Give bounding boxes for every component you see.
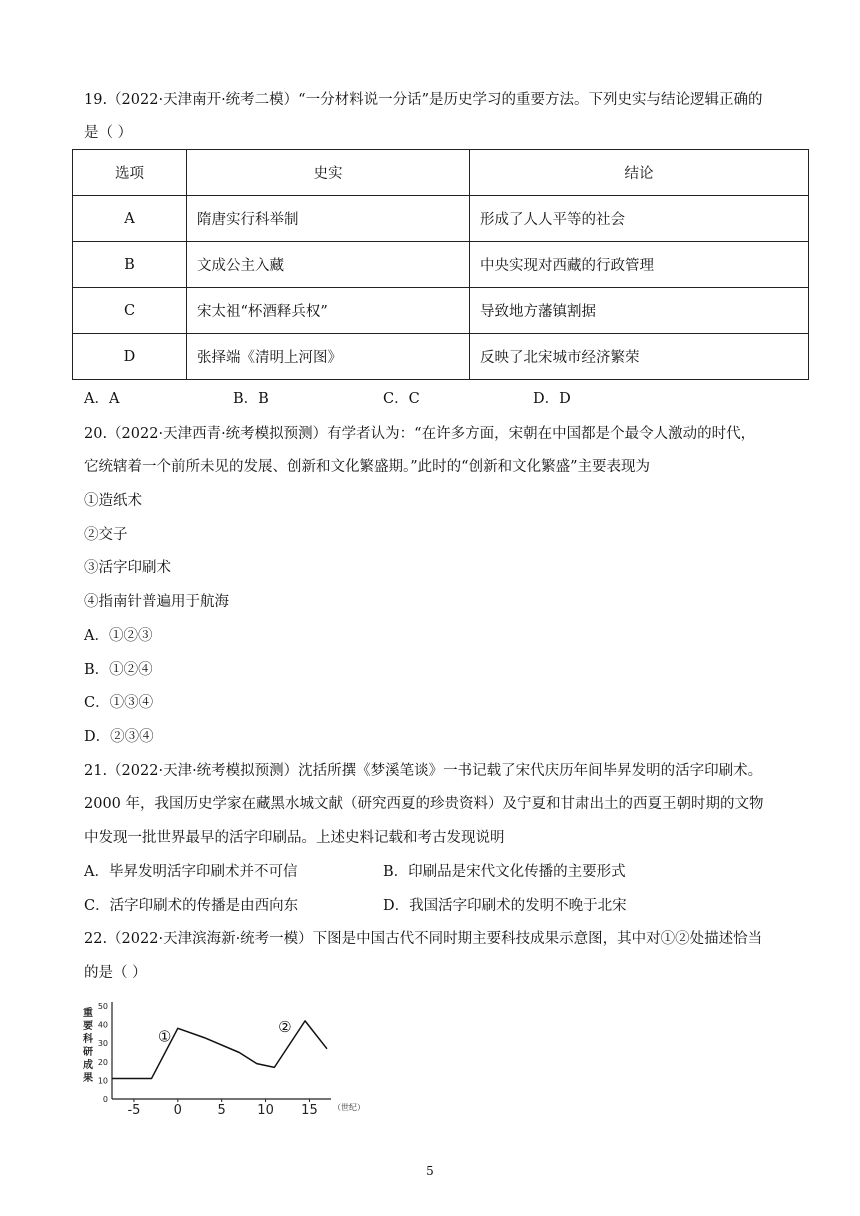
table-cell: C — [73, 288, 187, 334]
table-header-row — [73, 150, 809, 196]
table-cell: 文成公主入藏 — [187, 242, 470, 288]
q20-option-c: C．①③④ — [84, 695, 154, 711]
header-fact: 史实 — [187, 150, 470, 196]
q19-option-b: B．B — [233, 391, 269, 407]
table-row — [73, 242, 809, 288]
y-tick-label: 40 — [97, 1020, 108, 1030]
y-axis-label-char: 要 — [83, 1021, 93, 1032]
q21-stem-line1: 21.（2022·天津·统考模拟预测）沈括所撰《梦溪笔谈》一书记载了宋代庆历年间毕昇发明的活字印刷术。 — [84, 763, 763, 779]
q20-stem-line2: 它统辖着一个前所未见的发展、创新和文化繁盛期。”此时的“创新和文化繁盛”主要表现为 — [84, 459, 650, 475]
x-axis-label: （世纪） — [333, 1103, 365, 1112]
table-cell: 形成了人人平等的社会 — [470, 196, 809, 242]
header-option: 选项 — [73, 150, 187, 196]
y-tick-label: 10 — [97, 1076, 108, 1086]
q19-option-c: C．C — [383, 391, 420, 407]
y-tick-label: 0 — [102, 1095, 108, 1104]
series-line — [112, 1021, 327, 1079]
q20-option-a: A．①②③ — [84, 628, 153, 644]
science-achievements-chart — [82, 996, 372, 1116]
table-cell: A — [73, 196, 187, 242]
annotation-label: ① — [157, 1027, 172, 1046]
q21-option-b: B．印刷品是宋代文化传播的主要形式 — [383, 864, 626, 880]
q20-item-3: ③活字印刷术 — [84, 560, 171, 576]
q20-item-2: ②交子 — [84, 527, 128, 543]
header-conclusion: 结论 — [470, 150, 809, 196]
q22-stem-line2: 的是（ ） — [84, 965, 147, 981]
q20-stem-line1: 20.（2022·天津西青·统考模拟预测）有学者认为：“在许多方面，宋朝在中国都是个最令人激动的时代， — [84, 426, 756, 442]
q19-option-a: A．A — [84, 391, 120, 407]
q20-item-4: ④指南针普遍用于航海 — [84, 594, 229, 610]
q21-stem-line2: 2000 年，我国历史学家在藏黑水城文献（研究西夏的珍贵资料）及宁夏和甘肃出土的西夏王朝时期的文物 — [84, 796, 764, 812]
y-axis-label-char: 研 — [83, 1047, 93, 1058]
table-cell: 隋唐实行科举制 — [187, 196, 470, 242]
q21-option-a: A．毕昇发明活字印刷术并不可信 — [84, 864, 298, 880]
table-cell: 反映了北宋城市经济繁荣 — [470, 334, 809, 380]
q20-option-d: D．②③④ — [84, 729, 154, 745]
table-cell: 导致地方藩镇割据 — [470, 288, 809, 334]
q19-stem-line2: 是（ ） — [84, 125, 133, 141]
q22-stem-line1: 22.（2022·天津滨海新·统考一模）下图是中国古代不同时期主要科技成果示意图，其中对①②处描述恰当 — [84, 931, 763, 947]
q21-option-d: D．我国活字印刷术的发明不晚于北宋 — [383, 898, 627, 914]
table-cell: B — [73, 242, 187, 288]
y-axis-label-char: 重 — [83, 1008, 93, 1019]
table-cell: 张择端《清明上河图》 — [187, 334, 470, 380]
y-tick-label: 20 — [97, 1057, 108, 1067]
y-axis-label-char: 果 — [83, 1073, 93, 1084]
y-axis-label-char: 科 — [83, 1034, 93, 1045]
q21-stem-line3: 中发现一批世界最早的活字印刷品。上述史料记载和考古发现说明 — [84, 830, 505, 846]
table-cell: D — [73, 334, 187, 380]
q19-option-d: D．D — [533, 391, 571, 407]
x-tick-label: 0 — [173, 1103, 182, 1116]
table-row — [73, 334, 809, 380]
q20-option-b: B．①②④ — [84, 662, 153, 678]
page-number: 5 — [426, 1164, 434, 1178]
x-tick-label: -5 — [127, 1103, 141, 1116]
table-cell: 中央实现对西藏的行政管理 — [470, 242, 809, 288]
table-cell: 宋太祖“杯酒释兵权” — [187, 288, 470, 334]
table-row — [73, 288, 809, 334]
y-tick-label: 50 — [97, 1002, 108, 1011]
q21-option-c: C．活字印刷术的传播是由西向东 — [84, 898, 299, 914]
annotation-label: ② — [278, 1018, 292, 1037]
q20-item-1: ①造纸术 — [84, 493, 142, 509]
q19-table — [72, 149, 809, 380]
table-row — [73, 196, 809, 242]
x-tick-label: 10 — [257, 1103, 274, 1116]
y-tick-label: 30 — [97, 1039, 108, 1049]
q19-stem-line1: 19.（2022·天津南开·统考二模）“一分材料说一分话”是历史学习的重要方法。下列史实与结论逻辑正确的 — [84, 92, 763, 108]
x-tick-label: 5 — [217, 1103, 226, 1116]
y-axis-label-char: 成 — [83, 1060, 93, 1071]
x-tick-label: 15 — [301, 1103, 318, 1116]
